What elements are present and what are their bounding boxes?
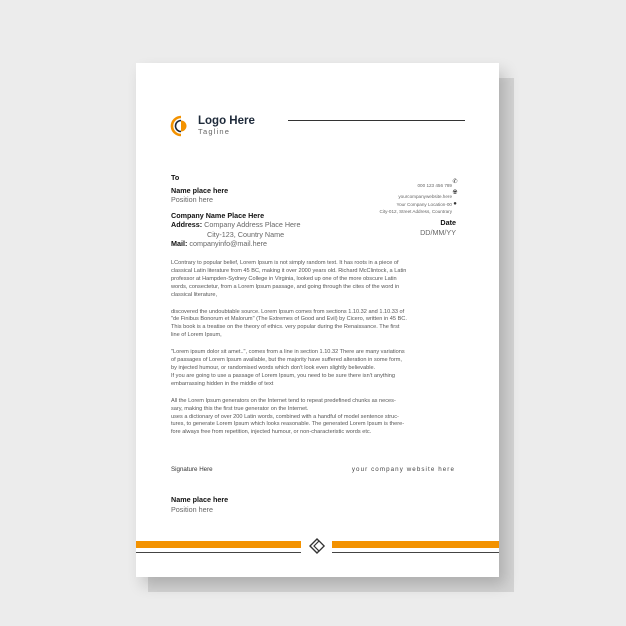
body-paragraph-3: "Lorem ipsum dolor sit amet..", comes from a line in section 1.10.32 There are many variations of passages of Lorem Ipsum available, but the majority have suffered alteration in some form, by injected humour, or randomised words which don't look even slightly believable. If you are going to use a passage of Lorem Ipsum, you need to be sure there isn't anything embarrassing hidden in the middle of text: [171, 349, 405, 387]
location-pin-icon: ●: [453, 201, 457, 207]
signature-label: Signature Here: [171, 466, 213, 473]
body-paragraph-4: All the Lorem Ipsum generators on the Internet tend to repeat predefined chunks as neces- sary, making this the first true generator on the Internet. uses a dictionary of over 200 Latin words, combined with a handful of model sentence struc- tures, to generate Lorem Ipsum which looks reasonable. The generated Lorem Ipsum is there- fore always free from repetition, injected humour, or non-characteristic words etc.: [171, 397, 405, 436]
recipient-block: [171, 173, 300, 249]
date-label: Date: [440, 218, 456, 227]
body-paragraph-1: LContrary to popular belief, Lorem Ipsum is not simply random text. It has roots in a piece of classical Latin literature from 45 BC, making it over 2000 years old. Richard McClintock, a Latin professor at Hampden-Sydney College in Virginia, looked up one of the more obscure Latin words, consectetur, from a Lorem Ipsum passage, and going through the cites of the word in classical literature,: [171, 260, 407, 298]
phone-number: 000 123 456 789: [417, 183, 452, 188]
location-line2: City-012, Street Address, Countrary: [379, 209, 452, 214]
company-name: Company Name Place Here: [171, 210, 265, 220]
footer-line-right: [332, 552, 499, 553]
footer-website: your company website here: [351, 466, 455, 473]
address-line1: Company Address Place Here: [204, 220, 301, 229]
footer-line-left: [136, 552, 301, 553]
mail-label: Mail:: [171, 239, 188, 248]
location-line1: Your Company Location-00: [396, 202, 452, 207]
footer-band-left: [136, 541, 301, 548]
to-label: To: [171, 173, 180, 182]
globe-icon: 🌐︎: [452, 190, 458, 196]
logo: [170, 115, 255, 137]
footer-band: [136, 533, 499, 563]
sender-block: [171, 495, 228, 514]
logo-name: Logo Here: [198, 115, 255, 127]
header-rule: [288, 120, 465, 121]
sender-position: Position here: [171, 504, 213, 514]
mail-value: companyinfo@mail.here: [189, 239, 267, 248]
company-website: yourcompanywebsite.here: [398, 194, 452, 199]
contact-block: [379, 178, 452, 215]
address-label: Address:: [171, 220, 203, 229]
signature-row: [171, 466, 455, 473]
letter-body: [171, 260, 457, 446]
date-value: DD/MM/YY: [420, 227, 456, 237]
phone-icon: ✆: [452, 179, 458, 185]
logo-mark-icon: [170, 115, 192, 137]
address-line2: City-123, Country Name: [207, 229, 285, 239]
sender-name: Name place here: [171, 495, 229, 504]
letterhead-sheet: [136, 63, 499, 577]
body-paragraph-2: discovered the undoubtable source. Lorem Ipsum comes from sections 1.10.32 and 1.10.33 of "de Finibus Bonorum et Malorum" (The Extremes of Good and Evil) by Cicero, written in 45 BC. This book is a treatise on the theory of ethics. very popular during the Renaissance. The first line of Lorem Ipsum,: [171, 308, 407, 339]
footer-diamond-icon: [302, 536, 332, 556]
date-block: [420, 218, 456, 237]
recipient-name: Name place here: [171, 185, 229, 195]
logo-tagline: Tagline: [198, 127, 231, 136]
recipient-position: Position here: [171, 195, 213, 204]
contact-icons: [451, 177, 459, 210]
footer-band-right: [332, 541, 499, 548]
